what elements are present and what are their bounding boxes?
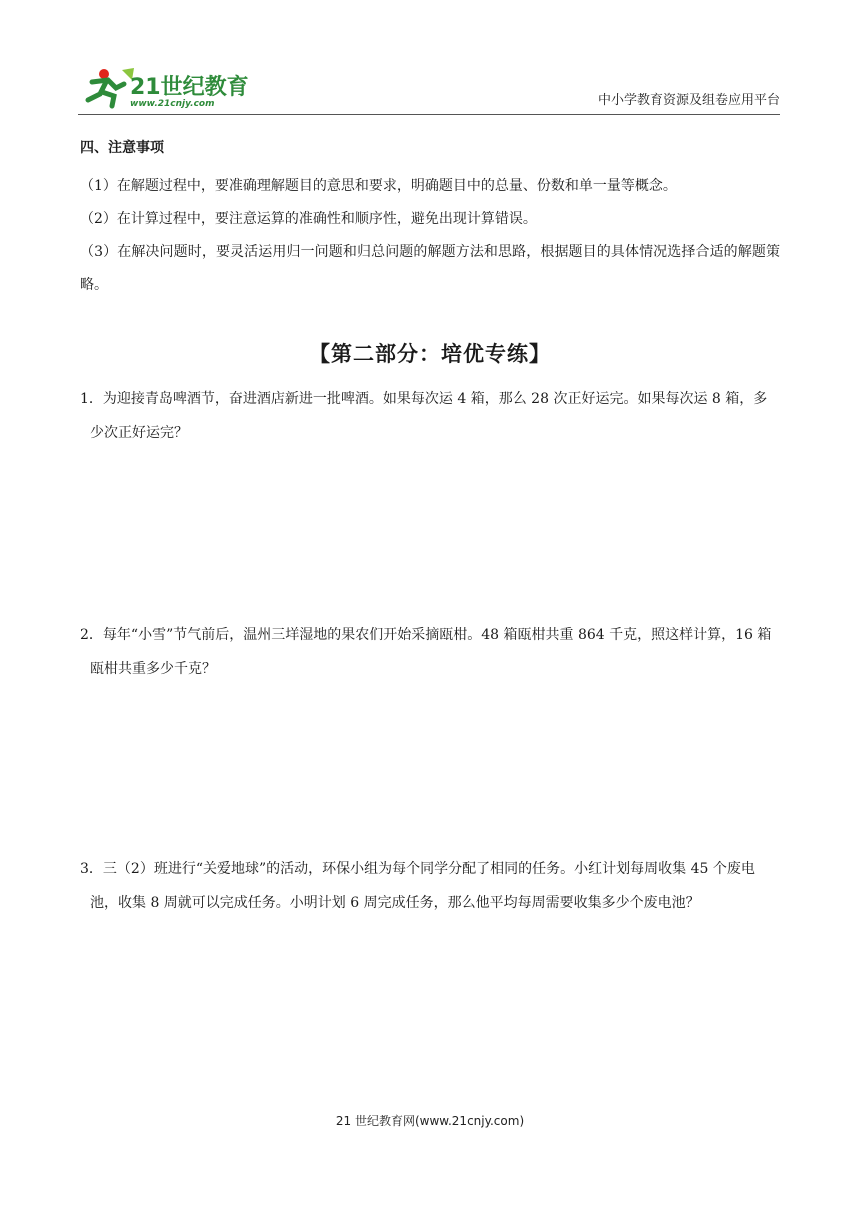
platform-name: 中小学教育资源及组卷应用平台 — [597, 93, 780, 108]
problem-1 — [80, 382, 780, 450]
problem-number: 1． — [80, 391, 103, 407]
problem-number: 3． — [80, 861, 103, 877]
problem-2 — [80, 618, 780, 686]
page-header — [78, 66, 780, 115]
logo-url: www.21cnjy.com — [130, 99, 215, 109]
problem-text: 每年“小雪”节气前后，温州三垟湿地的果农们开始采摘瓯柑。48 箱瓯柑共重 864 千克，照这样计算，16 箱瓯柑共重多少千克？ — [90, 627, 772, 677]
notes-section — [80, 138, 780, 302]
note-item: （2）在计算过程中，要注意运算的准确性和顺序性，避免出现计算错误。 — [80, 211, 537, 227]
notes-title: 四、注意事项 — [80, 140, 164, 156]
part-title: 【第二部分：培优专练】 — [309, 342, 551, 366]
site-logo — [78, 66, 268, 110]
problem-3 — [80, 852, 780, 920]
logo-text: 21世纪教育 — [130, 75, 249, 100]
page-footer: 21 世纪教育网(www.21cnjy.com) — [335, 1114, 525, 1128]
note-item: （3）在解决问题时，要灵活运用归一问题和归总问题的解题方法和思路，根据题目的具体情况选择合适的解题策略。 — [80, 244, 780, 293]
problem-text: 为迎接青岛啤酒节，奋进酒店新进一批啤酒。如果每次运 4 箱，那么 28 次正好运完。如果每次运 8 箱，多少次正好运完？ — [90, 391, 768, 441]
problem-number: 2． — [80, 627, 103, 643]
problem-text: 三（2）班进行“关爱地球”的活动，环保小组为每个同学分配了相同的任务。小红计划每周收集 45 个废电池，收集 8 周就可以完成任务。小明计划 6 周完成任务，那么他平均每周需要收集多少个废电池？ — [90, 861, 755, 911]
note-item: （1）在解题过程中，要准确理解题目的意思和要求，明确题目中的总量、份数和单一量等概念。 — [80, 178, 677, 194]
